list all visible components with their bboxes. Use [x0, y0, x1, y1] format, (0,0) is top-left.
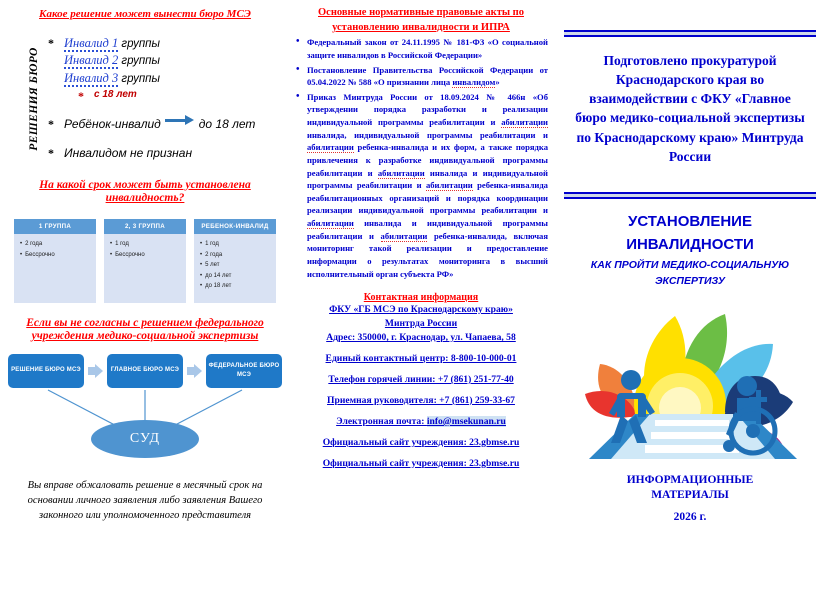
prepared-by-text: Подготовлено прокуратурой Краснодарского края во взаимодействии с ФКУ «Главное бюро медико-социальной экспертизы по Краснодарскому краю» Минтруда России — [575, 53, 805, 164]
bullet-star-icon: * — [48, 145, 54, 160]
illustration-svg — [575, 294, 805, 469]
brochure-subtitle-line2: ЭКСПЕРТИЗУ — [654, 274, 726, 287]
contact-center-phone[interactable]: Единый контактный центр: 8-800-10-000-01 — [325, 352, 517, 364]
decision-group-3: Инвалид 3 — [64, 70, 119, 85]
contact-address: Адрес: 350000, г. Краснодар, ул. Чапаева, 58 — [326, 332, 516, 343]
heading-contact-info: Контактная информация — [363, 292, 479, 304]
term-card-body — [14, 234, 96, 265]
flow-arrow-icon — [187, 364, 203, 378]
term-card-title: 1 ГРУППА — [14, 219, 96, 234]
column-right — [552, 0, 828, 597]
term-card-title: 2, 3 ГРУППА — [104, 219, 186, 234]
heading-legal-acts-line1: Основные нормативные правовые акты по — [318, 7, 524, 18]
divider-top — [564, 30, 816, 37]
decision-item — [48, 70, 283, 88]
bullet-star-red-icon: * — [78, 89, 84, 104]
term-cards — [14, 219, 276, 303]
brochure-title-line2: ИНВАЛИДНОСТИ — [626, 236, 754, 254]
legal-act-item: • Федеральный закон от 24.11.1995 № 181-ФЗ «О социальной защите инвалидов в Российской Федерации» — [294, 36, 548, 61]
heading-term-line1: На какой срок может быть установлена — [39, 178, 251, 191]
divider-middle — [564, 192, 816, 199]
appeal-note-text: Вы вправе обжаловать решение в месячный срок на основании личного заявления либо заявления Вашего законного или уполномоченного представителя — [27, 479, 263, 521]
contact-website-1[interactable]: Официальный сайт учреждения: 23.gbmse.ru — [322, 436, 520, 448]
bottom-info-line1: ИНФОРМАЦИОННЫЕ — [626, 473, 754, 486]
decision-group-3-suffix: группы — [118, 72, 160, 85]
legal-act-item: • Приказ Минтруда России от 18.09.2024 № 466н «Об утверждении порядка разработки и реализации индивидуальной программы реабилитации и абилитации инвалида, индивидуальной программы реабилитации и абилитации ребенка-инвалида и их форм, а также порядка привлечения к разработке индивидуальной программы реабилитации и абилитации инвалида и индивидуальной программы реабилитации и абилитации ребенка-инвалида реабилитационных организаций и порядка координации реализации индивидуальной программы реабилитации и абилитации инвалида и индивидуальной программы реабилитации и абилитации ребенка-инвалида, включая мониторинг такой реализации и предоставление информации о результатах мониторинга в высший исполнительный орган субъекта РФ» — [294, 91, 548, 280]
vertical-label-bureau-decisions: РЕШЕНИЯ БЮРО — [28, 46, 40, 151]
term-card-group1 — [14, 219, 96, 303]
contact-org-line2: Минтрда России — [384, 318, 458, 330]
decision-item — [48, 52, 283, 70]
term-card-title: РЕБЕНОК-ИНВАЛИД — [194, 219, 276, 234]
term-item: • 1 год — [200, 239, 270, 250]
contact-reception-phone[interactable]: Приемная руководителя: +7 (861) 259-33-67 — [327, 394, 515, 406]
inclusion-sun-illustration — [575, 294, 805, 469]
contact-email-link[interactable]: info@msekunan.ru — [426, 415, 506, 427]
decision-group-2: Инвалид 2 — [64, 53, 119, 68]
term-item: • 2 года — [20, 239, 90, 250]
contact-org-line1: ФКУ «ГБ МСЭ по Краснодарскому краю» — [329, 304, 513, 316]
heading-appeal-line1: Если вы не согласны с решением федерального — [26, 317, 264, 330]
term-item: • до 18 лет — [200, 281, 270, 292]
flow-node-court: СУД — [91, 420, 199, 458]
age-note-row — [78, 88, 283, 104]
contact-website-2[interactable]: Официальный сайт учреждения: 23.gbmse.ru — [322, 457, 520, 469]
flow-arrow-icon — [88, 364, 104, 378]
term-card-group23 — [104, 219, 186, 303]
decisions-section — [0, 29, 290, 179]
flow-box-main-bureau: ГЛАВНОЕ БЮРО МСЭ — [107, 354, 183, 388]
decision-group-2-suffix: группы — [118, 55, 160, 68]
term-item: • 2 года — [200, 250, 270, 261]
child-disabled-label: Ребёнок-инвалид — [64, 117, 161, 132]
contact-hotline-phone[interactable]: Телефон горячей линии: +7 (861) 251-77-40 — [328, 373, 514, 385]
decision-item — [48, 35, 283, 53]
legal-act-item: • Постановление Правительства Российской Федерации от 05.04.2022 № 588 «О признании лица инвалидом» — [294, 64, 548, 89]
decision-group-1: Инвалид 1 — [64, 35, 119, 50]
flow-box-bureau-decision: РЕШЕНИЕ БЮРО МСЭ — [8, 354, 84, 388]
term-item: • 5 лет — [200, 260, 270, 271]
flow-box-federal-bureau: ФЕДЕРАЛЬНОЕ БЮРО МСЭ — [206, 354, 282, 388]
decisions-list — [48, 35, 283, 161]
not-recognized-label: Инвалидом не признан — [64, 145, 193, 160]
not-recognized-row — [48, 145, 283, 161]
term-card-body — [104, 234, 186, 265]
contact-email-label: Электронная почта: — [336, 415, 427, 427]
contact-email-row[interactable] — [294, 416, 548, 429]
child-disabled-age: до 18 лет — [198, 117, 256, 132]
heading-legal-acts-line2: установлению инвалидности и ИПРА — [332, 22, 510, 34]
bullet-star-icon: * — [48, 117, 54, 132]
term-item: • Бессрочно — [20, 250, 90, 261]
term-card-child — [194, 219, 276, 303]
term-item: • 1 год — [110, 239, 180, 250]
brochure-title-line1: УСТАНОВЛЕНИЕ — [628, 212, 752, 230]
heading-appeal-line2: учреждения медико-социальной экспертизы — [31, 330, 259, 343]
bullet-star-icon: * — [48, 35, 54, 50]
heading-bureau-decision: Какое решение может вынести бюро МСЭ — [39, 8, 251, 20]
right-arrow-icon — [165, 116, 195, 124]
heading-term-line2: инвалидность? — [105, 191, 185, 204]
term-item: • Бессрочно — [110, 250, 180, 261]
appeal-flow-diagram — [8, 354, 282, 474]
bottom-info-line2: МАТЕРИАЛЫ — [651, 488, 729, 501]
decision-group-1-suffix: группы — [118, 37, 160, 50]
bottom-year: 2026 г. — [673, 510, 707, 523]
flow-boxes — [8, 354, 282, 388]
term-card-body — [194, 234, 276, 297]
child-disabled-row — [48, 116, 283, 132]
legal-acts-list — [294, 36, 548, 280]
column-left — [0, 0, 290, 597]
column-middle — [290, 0, 552, 597]
age-note-label: с 18 лет — [94, 89, 137, 101]
brochure-subtitle-line1: КАК ПРОЙТИ МЕДИКО-СОЦИАЛЬНУЮ — [590, 258, 790, 271]
term-item: • до 14 лет — [200, 271, 270, 282]
